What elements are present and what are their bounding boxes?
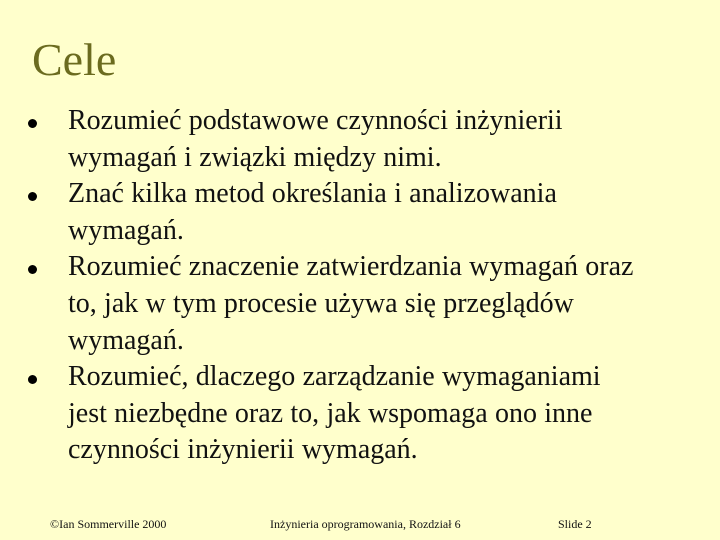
bullet-1-line-1: Rozumieć podstawowe czynności inżynierii: [68, 105, 563, 136]
bullet-item-1: [22, 103, 712, 176]
bullet-dot-icon: [28, 192, 37, 201]
bullet-3-line-1: Rozumieć znaczenie zatwierdzania wymagań oraz: [68, 251, 634, 283]
bullet-3-line-3: wymagań.: [68, 324, 184, 356]
footer-slide-number: Slide 2: [558, 517, 592, 531]
bullet-4-line-1: Rozumieć, dlaczego zarządzanie wymaganiami: [68, 361, 601, 393]
footer-copyright: ©Ian Sommerville 2000: [50, 517, 167, 531]
bullet-list: [22, 103, 712, 469]
bullet-4-line-2: jest niezbędne oraz to, jak wspomaga ono inne: [68, 397, 593, 429]
bullet-item-2: [22, 176, 712, 249]
bullet-2-line-2: wymagań.: [68, 214, 184, 246]
bullet-item-3: [22, 249, 712, 359]
footer-course-title: Inżynieria oprogramowania, Rozdział 6: [270, 517, 461, 531]
slide-title: Cele: [32, 34, 117, 85]
bullet-dot-icon: [28, 119, 37, 128]
bullet-2-line-1: Znać kilka metod określania i analizowania: [68, 178, 557, 210]
bullet-dot-icon: [28, 375, 37, 384]
bullet-dot-icon: [28, 265, 37, 274]
bullet-1-line-2: wymagań i związki między nimi.: [68, 141, 442, 173]
bullet-4-line-3: czynności inżynierii wymagań.: [68, 434, 418, 466]
bullet-3-line-2: to, jak w tym procesie używa się przeglądów: [68, 287, 574, 319]
bullet-item-4: [22, 359, 712, 469]
